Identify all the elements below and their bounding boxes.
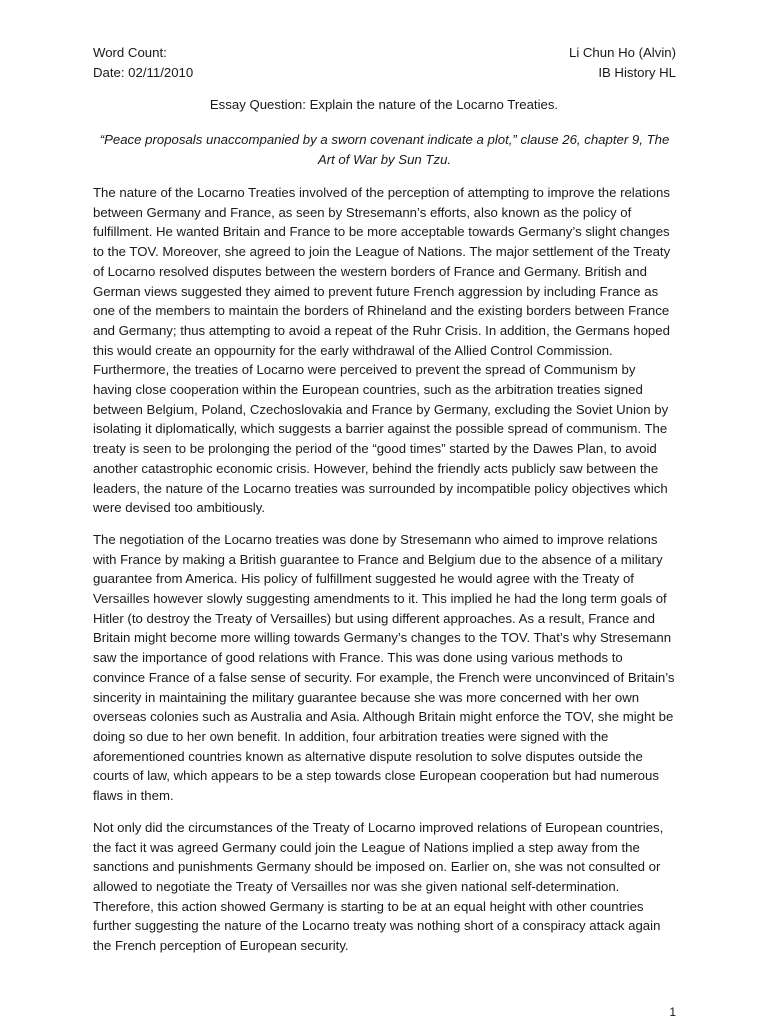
header-right	[569, 43, 676, 83]
author-name: Li Chun Ho (Alvin)	[568, 45, 676, 60]
date-label: Date: 02/11/2010	[93, 65, 194, 80]
course-name: IB History HL	[598, 65, 676, 80]
essay-body	[93, 183, 676, 968]
word-count-label: Word Count:	[93, 45, 167, 60]
header-left	[93, 43, 193, 83]
epigraph-quote: “Peace proposals unaccompanied by a sworn covenant indicate a plot,” clause 26, chapter 9, The Art of War by Sun Tzu.	[99, 132, 670, 167]
paragraph: The nature of the Locarno Treaties involved of the perception of attempting to improve the relations between Germany and France, as seen by Stresemann’s efforts, also known as the policy of fulfillment. He wanted Britain and France to be more acceptable towards Germany’s slight changes to the TOV. Moreover, she agreed to join the League of Nations. The major settlement of the Treaty of Locarno resolved disputes between the western borders of France and Germany. British and German views suggested they aimed to prevent future French aggression by including France as one of the members to maintain the borders of Rhineland and the existing borders between France and Germany; thus attempting to avoid a repeat of the Ruhr Crisis. In addition, the Germans hoped this would create an oppournity for the early withdrawal of the Allied Control Commission. Furthermore, the treaties of Locarno were perceived to prevent the spread of Communism by having close cooperation within the European countries, such as the arbitration treaties signed between Belgium, Poland, Czechoslovakia and France by Germany, excluding the Soviet Union by isolating it diplomatically, which suggests a barrier against the possible spread of communism. The treaty is seen to be prolonging the period of the “good times” started by the Dawes Plan, to avoid another catastrophic economic crisis. However, behind the friendly acts publicly saw between the leaders, the nature of the Locarno treaties was surrounded by incompatible policy objectives which were devised too ambitiously.	[93, 185, 671, 516]
essay-question: Essay Question: Explain the nature of the Locarno Treaties.	[209, 97, 559, 112]
paragraph: The negotiation of the Locarno treaties was done by Stresemann who aimed to improve relations with France by making a British guarantee to France and Belgium due to the absence of a military guarantee from America. His policy of fulfillment suggested he would agree with the Treaty of Versailles however slowly suggesting amendments to it. This implied he had the long term goals of Hitler (to destroy the Treaty of Versailles) but using different approaches. As a result, France and Britain might become more willing towards Germany’s changes to the TOV. That’s why Stresemann saw the importance of good relations with France. This was done using various methods to convince France of a false sense of security. For example, the French were unconvinced of Britain’s sincerity in maintaining the military guarantee because she was more concerned with her own overseas colonies such as Australia and Asia. Although Britain might enforce the TOV, she might be doing so due to her own benefit. In addition, four arbitration treaties were signed with the aforementioned countries known as alternative dispute resolution to solve disputes outside the courts of law, which appears to be a step towards close European cooperation but had numerous flaws in them.	[93, 531, 675, 804]
paragraph: Not only did the circumstances of the Treaty of Locarno improved relations of European countries, the fact it was agreed Germany could join the League of Nations implied a step away from the sanctions and punishments Germany should be imposed on. Earlier on, she was not consulted or allowed to negotiate the Treaty of Versailles nor was she given national self-determination. Therefore, this action showed Germany is starting to be at an equal height with other countries further suggesting the nature of the Locarno treaty was nothing short of a conspiracy attack again the French perception of European security.	[93, 819, 664, 954]
page-number: 1	[669, 1005, 676, 1019]
